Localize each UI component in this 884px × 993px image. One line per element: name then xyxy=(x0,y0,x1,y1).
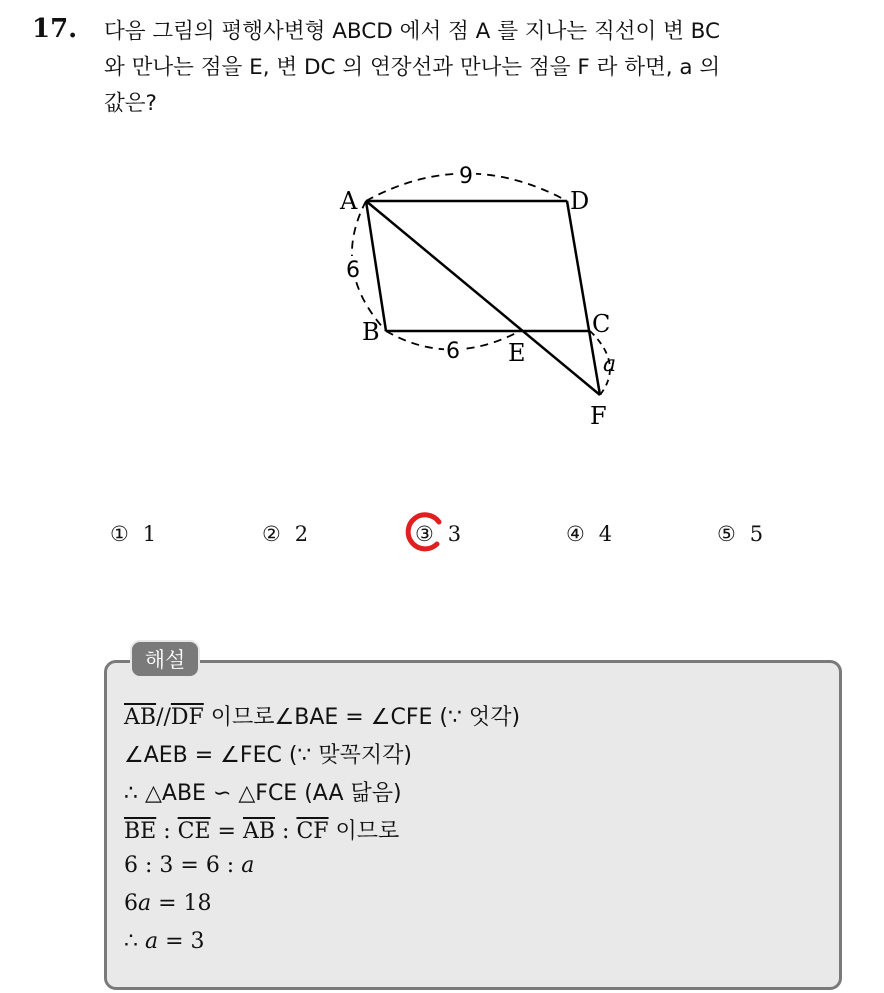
equals-sign: = xyxy=(210,819,243,844)
answer-value: = 3 xyxy=(158,929,205,954)
answer-choices xyxy=(110,522,810,562)
segment-ab-2: $\overline{AB}$ xyxy=(242,819,276,844)
label-f: F xyxy=(590,402,607,430)
label-c: C xyxy=(592,310,611,338)
parallel-sign: // xyxy=(156,705,171,730)
side-ab xyxy=(366,201,386,331)
solution-line-1 xyxy=(124,700,520,731)
solution-line-7 xyxy=(124,929,205,954)
solution-line-5 xyxy=(124,853,254,878)
question-line-1: 다음 그림의 평행사변형 ABCD 에서 점 A 를 지나는 직선이 변 BC xyxy=(104,19,721,44)
question-line-2: 와 만나는 점을 E, 변 DC 의 연장선과 만나는 점을 F 라 하면, a 의 xyxy=(104,55,721,80)
segment-be: $\overline{BE}$ xyxy=(124,819,157,844)
solution-line-4-rest: 이므로 xyxy=(328,819,400,844)
segment-df: $\overline{DF}$ xyxy=(170,705,204,730)
question-text xyxy=(104,14,864,122)
label-d: D xyxy=(570,187,590,215)
label-b: B xyxy=(362,318,380,346)
choice-4[interactable] xyxy=(566,522,612,546)
equation-rest: = 18 xyxy=(151,891,212,916)
choice-4-value: 4 xyxy=(598,522,613,546)
proportion-text: 6 : 3 = 6 : xyxy=(124,853,242,878)
solution-line-6 xyxy=(124,891,212,916)
selected-circle-icon xyxy=(403,510,447,554)
variable-a-3: a xyxy=(145,929,159,954)
choice-4-mark: ④ xyxy=(566,522,585,546)
choice-1-mark: ① xyxy=(110,522,129,546)
segment-ab: $\overline{AB}$ xyxy=(124,705,157,730)
choice-5-value: 5 xyxy=(749,522,764,546)
segment-cf: $\overline{CF}$ xyxy=(296,819,329,844)
choice-2[interactable] xyxy=(262,522,308,546)
line-dcf xyxy=(567,201,600,395)
segment-ce: $\overline{CE}$ xyxy=(177,819,211,844)
length-ad: 9 xyxy=(459,164,473,189)
label-a: A xyxy=(340,187,358,215)
coefficient: 6 xyxy=(124,891,138,916)
choice-2-mark: ② xyxy=(262,522,281,546)
question-line-3: 값은? xyxy=(104,91,157,116)
variable-a: a xyxy=(241,853,255,878)
therefore-sign: ∴ xyxy=(124,929,145,954)
length-cf: a xyxy=(603,352,617,377)
solution-tab: 해설 xyxy=(130,640,200,678)
figure-svg xyxy=(320,150,640,440)
question-number: 17. xyxy=(32,14,78,44)
length-ab: 6 xyxy=(346,258,360,283)
choice-1[interactable] xyxy=(110,522,156,546)
choice-3[interactable] xyxy=(415,522,461,546)
choice-1-value: 1 xyxy=(142,522,157,546)
solution-line-3: ∴ △ABE ∽ △FCE (AA 닮음) xyxy=(124,781,402,806)
solution-line-2: ∠AEB = ∠FEC (∵ 맞꼭지각) xyxy=(124,743,412,768)
choice-3-value: 3 xyxy=(447,522,462,546)
parallelogram-figure xyxy=(320,150,640,440)
choice-5-mark: ⑤ xyxy=(717,522,736,546)
ratio-colon-2: : xyxy=(275,819,297,844)
ratio-colon-1: : xyxy=(156,819,178,844)
solution-line-4 xyxy=(124,814,399,845)
choice-5[interactable] xyxy=(717,522,763,546)
label-e: E xyxy=(508,339,526,367)
variable-a-2: a xyxy=(138,891,152,916)
length-be: 6 xyxy=(446,339,460,364)
solution-line-1-rest: 이므로∠BAE = ∠CFE (∵ 엇각) xyxy=(203,705,521,730)
choice-3-mark: ③ xyxy=(415,522,434,546)
line-aef xyxy=(366,201,600,395)
choice-2-value: 2 xyxy=(294,522,309,546)
